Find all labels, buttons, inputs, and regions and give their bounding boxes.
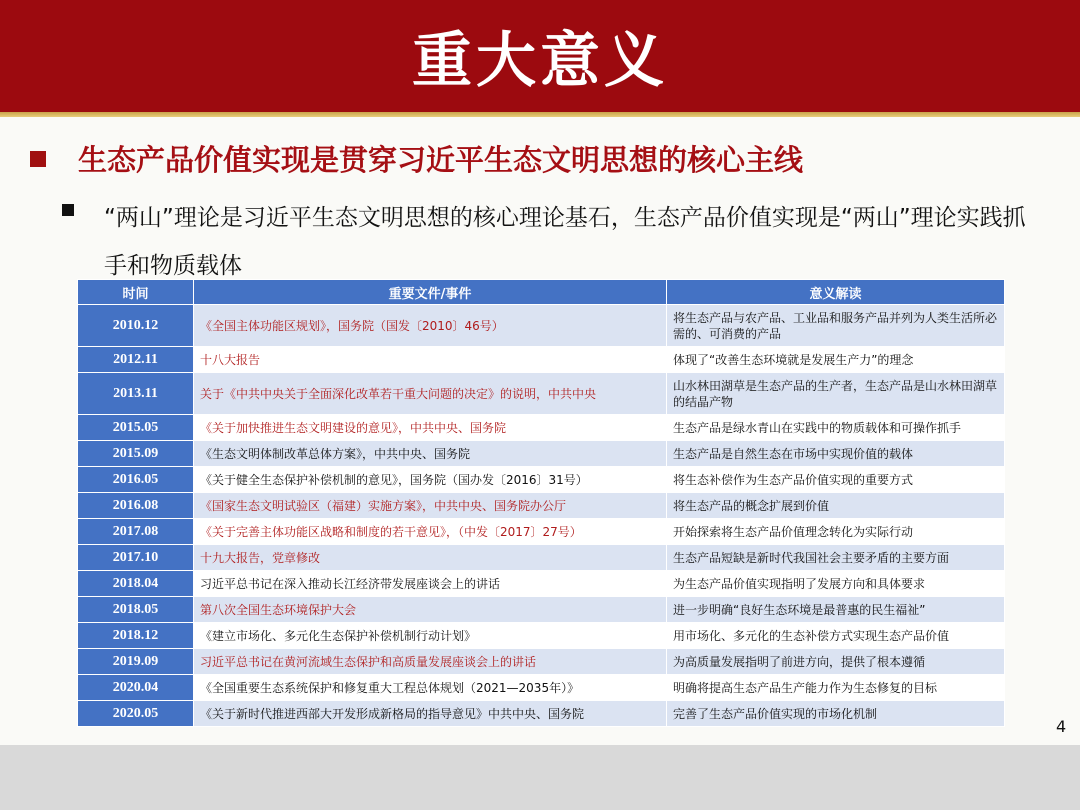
row-document: 《生态文明体制改革总体方案》，中共中央、国务院 — [194, 441, 667, 467]
row-date: 2020.05 — [78, 701, 194, 727]
row-date: 2018.04 — [78, 571, 194, 597]
gold-divider — [0, 112, 1080, 117]
header-document: 重要文件/事件 — [194, 280, 667, 305]
row-date: 2016.08 — [78, 493, 194, 519]
header-meaning: 意义解读 — [667, 280, 1005, 305]
row-meaning: 生态产品是绿水青山在实践中的物质载体和可操作抓手 — [667, 415, 1005, 441]
row-meaning: 完善了生态产品价值实现的市场化机制 — [667, 701, 1005, 727]
table-row — [78, 347, 1005, 373]
row-meaning: 体现了“改善生态环境就是发展生产力”的理念 — [667, 347, 1005, 373]
row-date: 2015.05 — [78, 415, 194, 441]
row-date: 2013.11 — [78, 373, 194, 415]
row-date: 2020.04 — [78, 675, 194, 701]
policy-events-table — [77, 279, 1005, 727]
row-date: 2017.08 — [78, 519, 194, 545]
row-meaning: 将生态产品的概念扩展到价值 — [667, 493, 1005, 519]
table-row — [78, 467, 1005, 493]
row-document: 关于《中共中央关于全面深化改革若干重大问题的决定》的说明，中共中央 — [194, 373, 667, 415]
row-document: 《全国主体功能区规划》，国务院（国发〔2010〕46号） — [194, 305, 667, 347]
row-document: 十八大报告 — [194, 347, 667, 373]
row-date: 2012.11 — [78, 347, 194, 373]
row-date: 2018.12 — [78, 623, 194, 649]
row-meaning: 将生态产品与农产品、工业品和服务产品并列为人类生活所必需的、可消费的产品 — [667, 305, 1005, 347]
table-row — [78, 373, 1005, 415]
row-date: 2010.12 — [78, 305, 194, 347]
table-row — [78, 415, 1005, 441]
row-document: 《关于新时代推进西部大开发形成新格局的指导意见》中共中央、国务院 — [194, 701, 667, 727]
row-meaning: 用市场化、多元化的生态补偿方式实现生态产品价值 — [667, 623, 1005, 649]
table-row — [78, 597, 1005, 623]
row-document: 《关于完善主体功能区战略和制度的若干意见》，（中发〔2017〕27号） — [194, 519, 667, 545]
page-number: 4 — [1056, 717, 1067, 736]
table-row — [78, 305, 1005, 347]
table-row — [78, 545, 1005, 571]
row-meaning: 为生态产品价值实现指明了发展方向和具体要求 — [667, 571, 1005, 597]
table-row — [78, 493, 1005, 519]
table-row — [78, 519, 1005, 545]
row-date: 2018.05 — [78, 597, 194, 623]
table-row — [78, 571, 1005, 597]
row-document: 习近平总书记在深入推动长江经济带发展座谈会上的讲话 — [194, 571, 667, 597]
row-document: 《关于加快推进生态文明建设的意见》，中共中央、国务院 — [194, 415, 667, 441]
main-bullet-text: 生态产品价值实现是贯穿习近平生态文明思想的核心主线 — [78, 143, 804, 177]
row-document: 《全国重要生态系统保护和修复重大工程总体规划（2021—2035年）》 — [194, 675, 667, 701]
row-meaning: 为高质量发展指明了前进方向，提供了根本遵循 — [667, 649, 1005, 675]
row-date: 2016.05 — [78, 467, 194, 493]
square-bullet-icon — [30, 151, 46, 167]
table-row — [78, 649, 1005, 675]
row-meaning: 生态产品是自然生态在市场中实现价值的载体 — [667, 441, 1005, 467]
row-date: 2019.09 — [78, 649, 194, 675]
row-document: 《关于健全生态保护补偿机制的意见》，国务院（国办发〔2016〕31号） — [194, 467, 667, 493]
row-meaning: 开始探索将生态产品价值理念转化为实际行动 — [667, 519, 1005, 545]
row-date: 2017.10 — [78, 545, 194, 571]
table-row — [78, 675, 1005, 701]
row-document: 十九大报告，党章修改 — [194, 545, 667, 571]
row-meaning: 将生态补偿作为生态产品价值实现的重要方式 — [667, 467, 1005, 493]
row-document: 第八次全国生态环境保护大会 — [194, 597, 667, 623]
slide-title: 重大意义 — [412, 26, 668, 96]
square-bullet-icon — [62, 204, 74, 216]
row-document: 习近平总书记在黄河流域生态保护和高质量发展座谈会上的讲话 — [194, 649, 667, 675]
row-document: 《国家生态文明试验区（福建）实施方案》，中共中央、国务院办公厅 — [194, 493, 667, 519]
table-header-row — [78, 280, 1005, 305]
sub-bullet-text: “两山”理论是习近平生态文明思想的核心理论基石，生态产品价值实现是“两山”理论实践抓手和物质载体 — [104, 205, 1026, 279]
row-meaning: 山水林田湖草是生态产品的生产者，生态产品是山水林田湖草的结晶产物 — [667, 373, 1005, 415]
title-bar — [0, 0, 1080, 112]
main-bullet — [30, 138, 803, 179]
row-meaning: 生态产品短缺是新时代我国社会主要矛盾的主要方面 — [667, 545, 1005, 571]
header-date: 时间 — [78, 280, 194, 305]
table-row — [78, 441, 1005, 467]
table-row — [78, 623, 1005, 649]
table-row — [78, 701, 1005, 727]
row-meaning: 进一步明确“良好生态环境是最普惠的民生福祉” — [667, 597, 1005, 623]
row-meaning: 明确将提高生态产品生产能力作为生态修复的目标 — [667, 675, 1005, 701]
row-document: 《建立市场化、多元化生态保护补偿机制行动计划》 — [194, 623, 667, 649]
row-date: 2015.09 — [78, 441, 194, 467]
